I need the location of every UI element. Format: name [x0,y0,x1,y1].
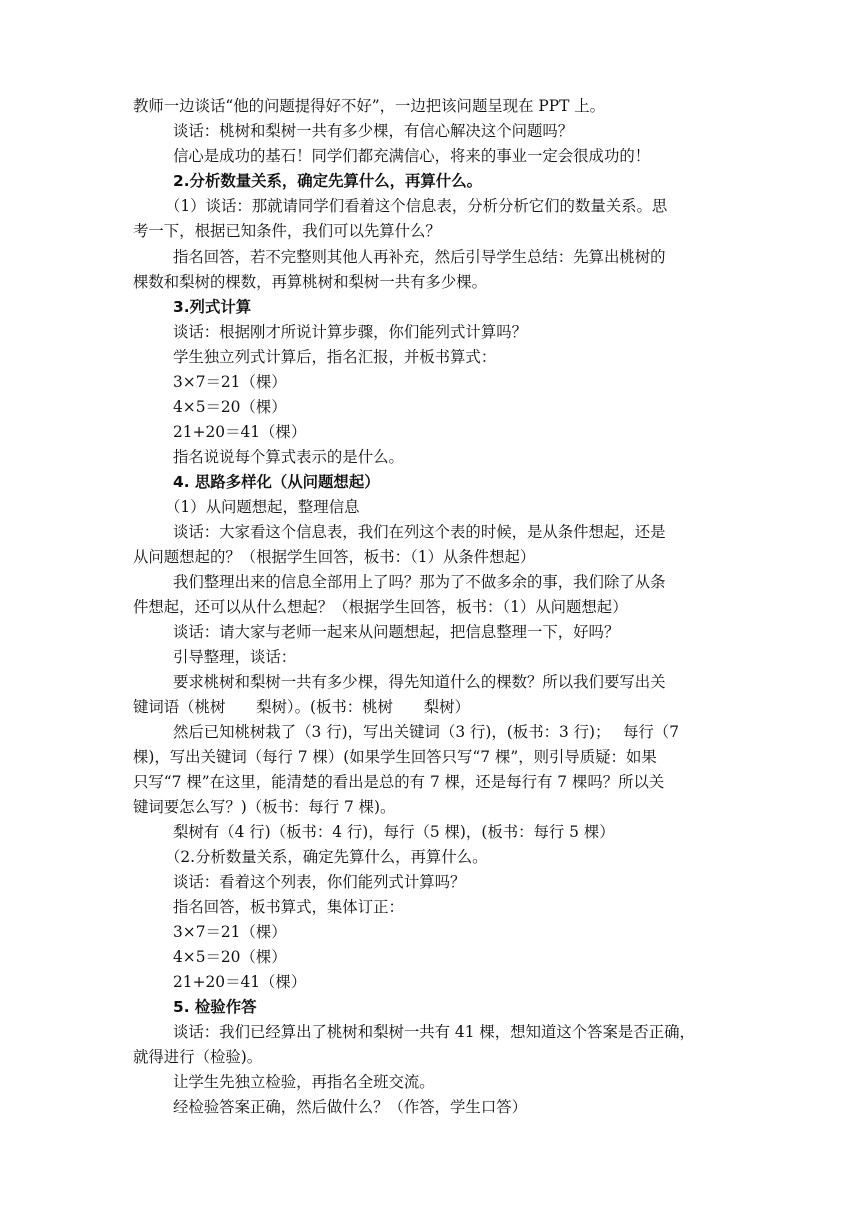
text-line: 指名回答，若不完整则其他人再补充，然后引导学生总结：先算出桃树的 [173,248,666,266]
text-line: 只写“7 棵”在这里，能清楚的看出是总的有 7 棵，还是每行有 7 棵吗？所以关 [133,773,665,791]
section-heading: 4. 思路多样化（从问题想起） [173,473,380,491]
text-line: 经检验答案正确，然后做什么？（作答，学生口答） [173,1098,527,1116]
text-line: 然后已知桃树栽了（3 行)，写出关键词（3 行)，(板书：3 行)； 每行（7 [173,723,679,741]
text-line: 谈话：大家看这个信息表，我们在列这个表的时候，是从条件想起，还是 [173,523,666,541]
text-line: （1）从问题想起，整理信息 [165,498,360,516]
text-line: 指名回答，板书算式，集体订正： [173,898,404,916]
text-line: 引导整理，谈话： [173,648,297,666]
text-line: 要求桃树和梨树一共有多少棵，得先知道什么的棵数？所以我们要写出关 [173,673,666,691]
text-line: 3×7＝21（棵） [173,923,287,941]
text-line: 3×7＝21（棵） [173,373,287,391]
text-line: 就得进行（检验)。 [133,1048,263,1066]
text-line: 教师一边谈话“他的问题提得好不好”，一边把该问题呈现在 PPT 上。 [133,97,606,115]
text-line: 4×5＝20（棵） [173,948,287,966]
text-line: 谈话：根据刚才所说计算步骤，你们能列式计算吗？ [173,323,527,341]
text-line: 棵数和梨树的棵数，再算桃树和梨树一共有多少棵。 [133,273,487,291]
text-line: 信心是成功的基石！同学们都充满信心，将来的事业一定会很成功的！ [173,147,651,165]
section-heading: 2.分析数量关系，确定先算什么，再算什么。 [173,172,482,190]
text-line: 键词语（桃树 梨树）。(板书：桃树 梨树） [133,698,470,716]
text-line: 4×5＝20（棵） [173,398,287,416]
text-line: 我们整理出来的信息全部用上了吗？那为了不做多余的事，我们除了从条 [173,573,666,591]
text-line: 件想起，还可以从什么想起？（根据学生回答，板书：（1）从问题想起） [133,598,628,616]
text-line: 考一下，根据已知条件，我们可以先算什么？ [133,222,441,240]
text-line: 21+20＝41（棵） [173,423,307,441]
text-line: 让学生先独立检验，再指名全班交流。 [173,1073,435,1091]
section-heading: 5. 检验作答 [173,998,257,1016]
text-line: 谈话：看着这个列表，你们能列式计算吗？ [173,873,466,891]
text-line: 21+20＝41（棵） [173,973,307,991]
text-line: 谈话：请大家与老师一起来从问题想起，把信息整理一下，好吗？ [173,623,620,641]
text-line: 键词要怎么写？)（板书：每行 7 棵)。 [133,798,396,816]
text-line: 从问题想起的？（根据学生回答，板书：（1）从条件想起） [133,548,536,566]
text-line: 谈话：桃树和梨树一共有多少棵，有信心解决这个问题吗？ [173,122,574,140]
text-line: 学生独立列式计算后，指名汇报，并板书算式： [173,348,497,366]
section-heading: 3.列式计算 [173,298,252,316]
text-line: 指名说说每个算式表示的是什么。 [173,448,404,466]
text-line: 谈话：我们已经算出了桃树和梨树一共有 41 棵，想知道这个答案是否正确， [173,1023,695,1041]
text-line: （2.分析数量关系，确定先算什么，再算什么。 [165,848,488,866]
text-line: 棵)，写出关键词（每行 7 棵）(如果学生回答只写“7 棵”，则引导质疑：如果 [133,748,657,766]
text-line: 梨树有（4 行)（板书：4 行)，每行（5 棵)，(板书：每行 5 棵） [173,823,615,841]
text-line: （1）谈话：那就请同学们看着这个信息表，分析分析它们的数量关系。思 [165,197,668,215]
